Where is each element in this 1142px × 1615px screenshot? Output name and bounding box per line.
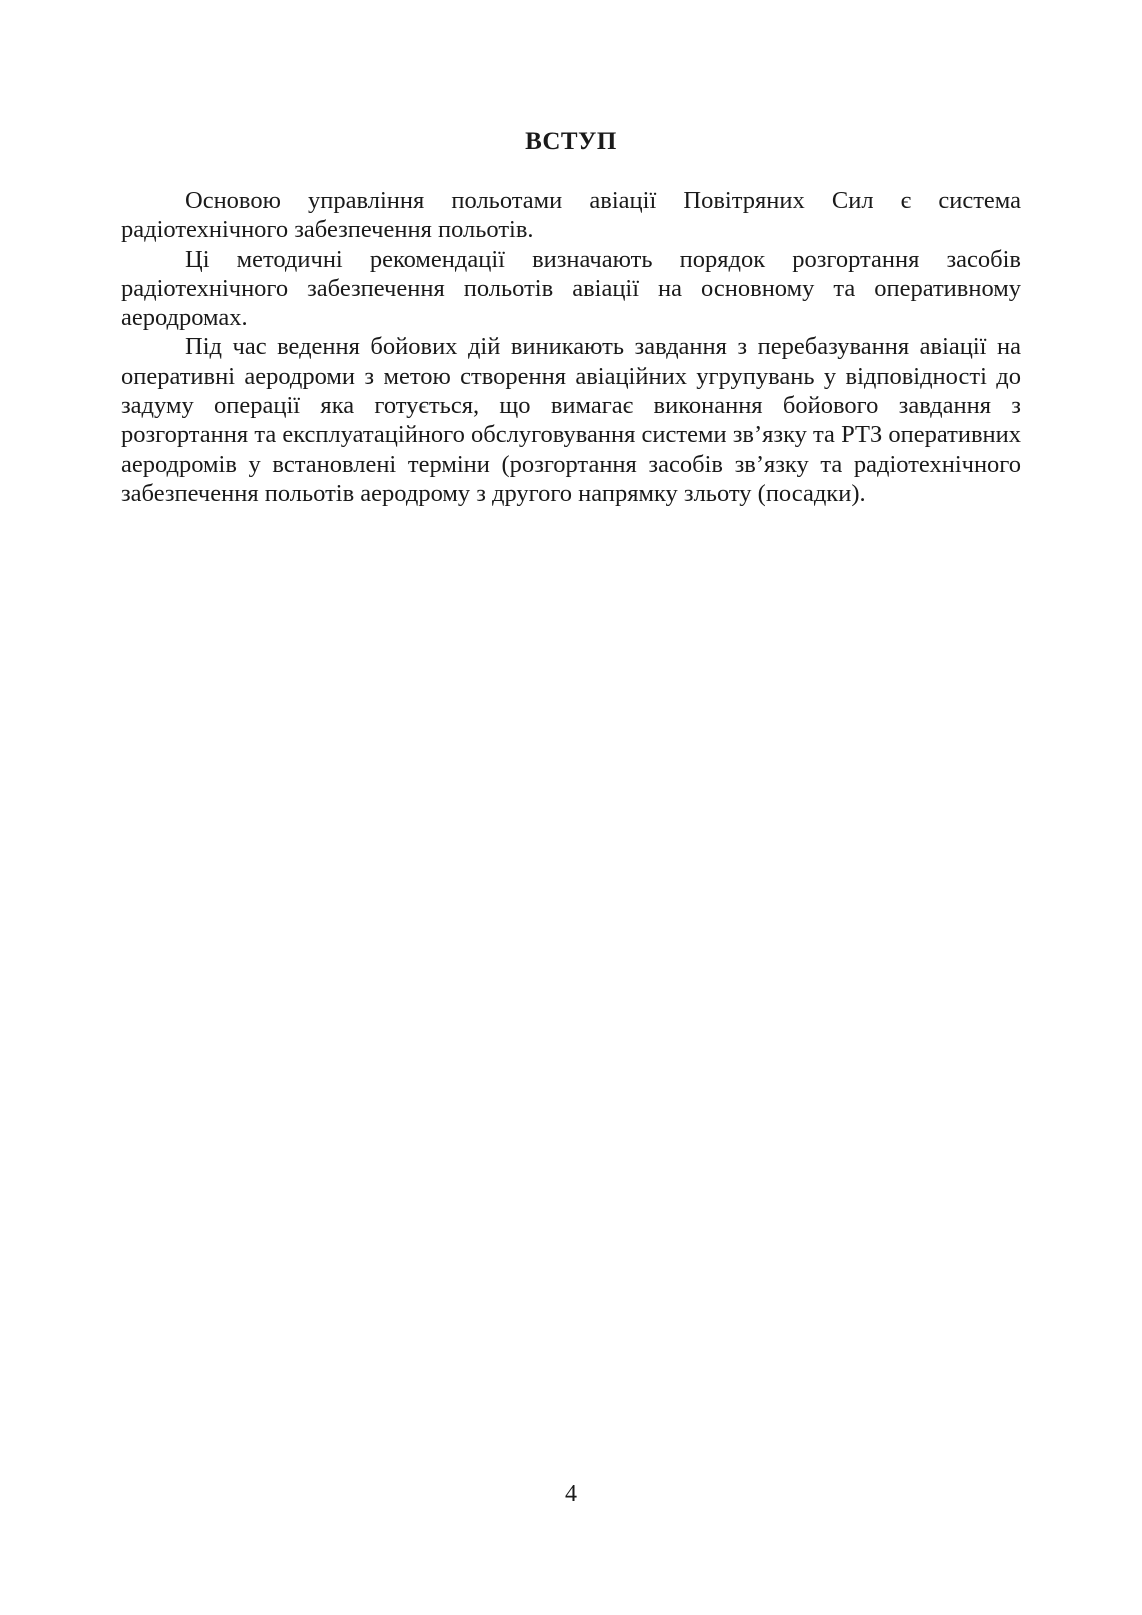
page-number: 4 — [565, 1481, 577, 1507]
paragraph-1: Основою управління польотами авіації Повітряних Сил є система радіотехнічного забезпечення польотів. — [121, 187, 1021, 244]
paragraph-3: Під час ведення бойових дій виникають завдання з перебазування авіації на оперативні аеродроми з метою створення авіаційних угрупувань у відповідності до задуму операції яка готується, що вимагає виконання бойового завдання з розгортання та експлуатаційного обслуговування системи зв’язку та РТЗ оперативних аеродромів у встановлені терміни (розгортання засобів зв’язку та радіотехнічного забезпечення польотів аеродрому з другого напрямку зльоту (посадки). — [121, 333, 1021, 507]
section-heading: ВСТУП — [525, 128, 617, 155]
body-text — [121, 186, 1021, 508]
paragraph-2: Ці методичні рекомендації визначають порядок розгортання засобів радіотехнічного забезпечення польотів авіації на основному та оперативному аеродромах. — [121, 245, 1021, 332]
